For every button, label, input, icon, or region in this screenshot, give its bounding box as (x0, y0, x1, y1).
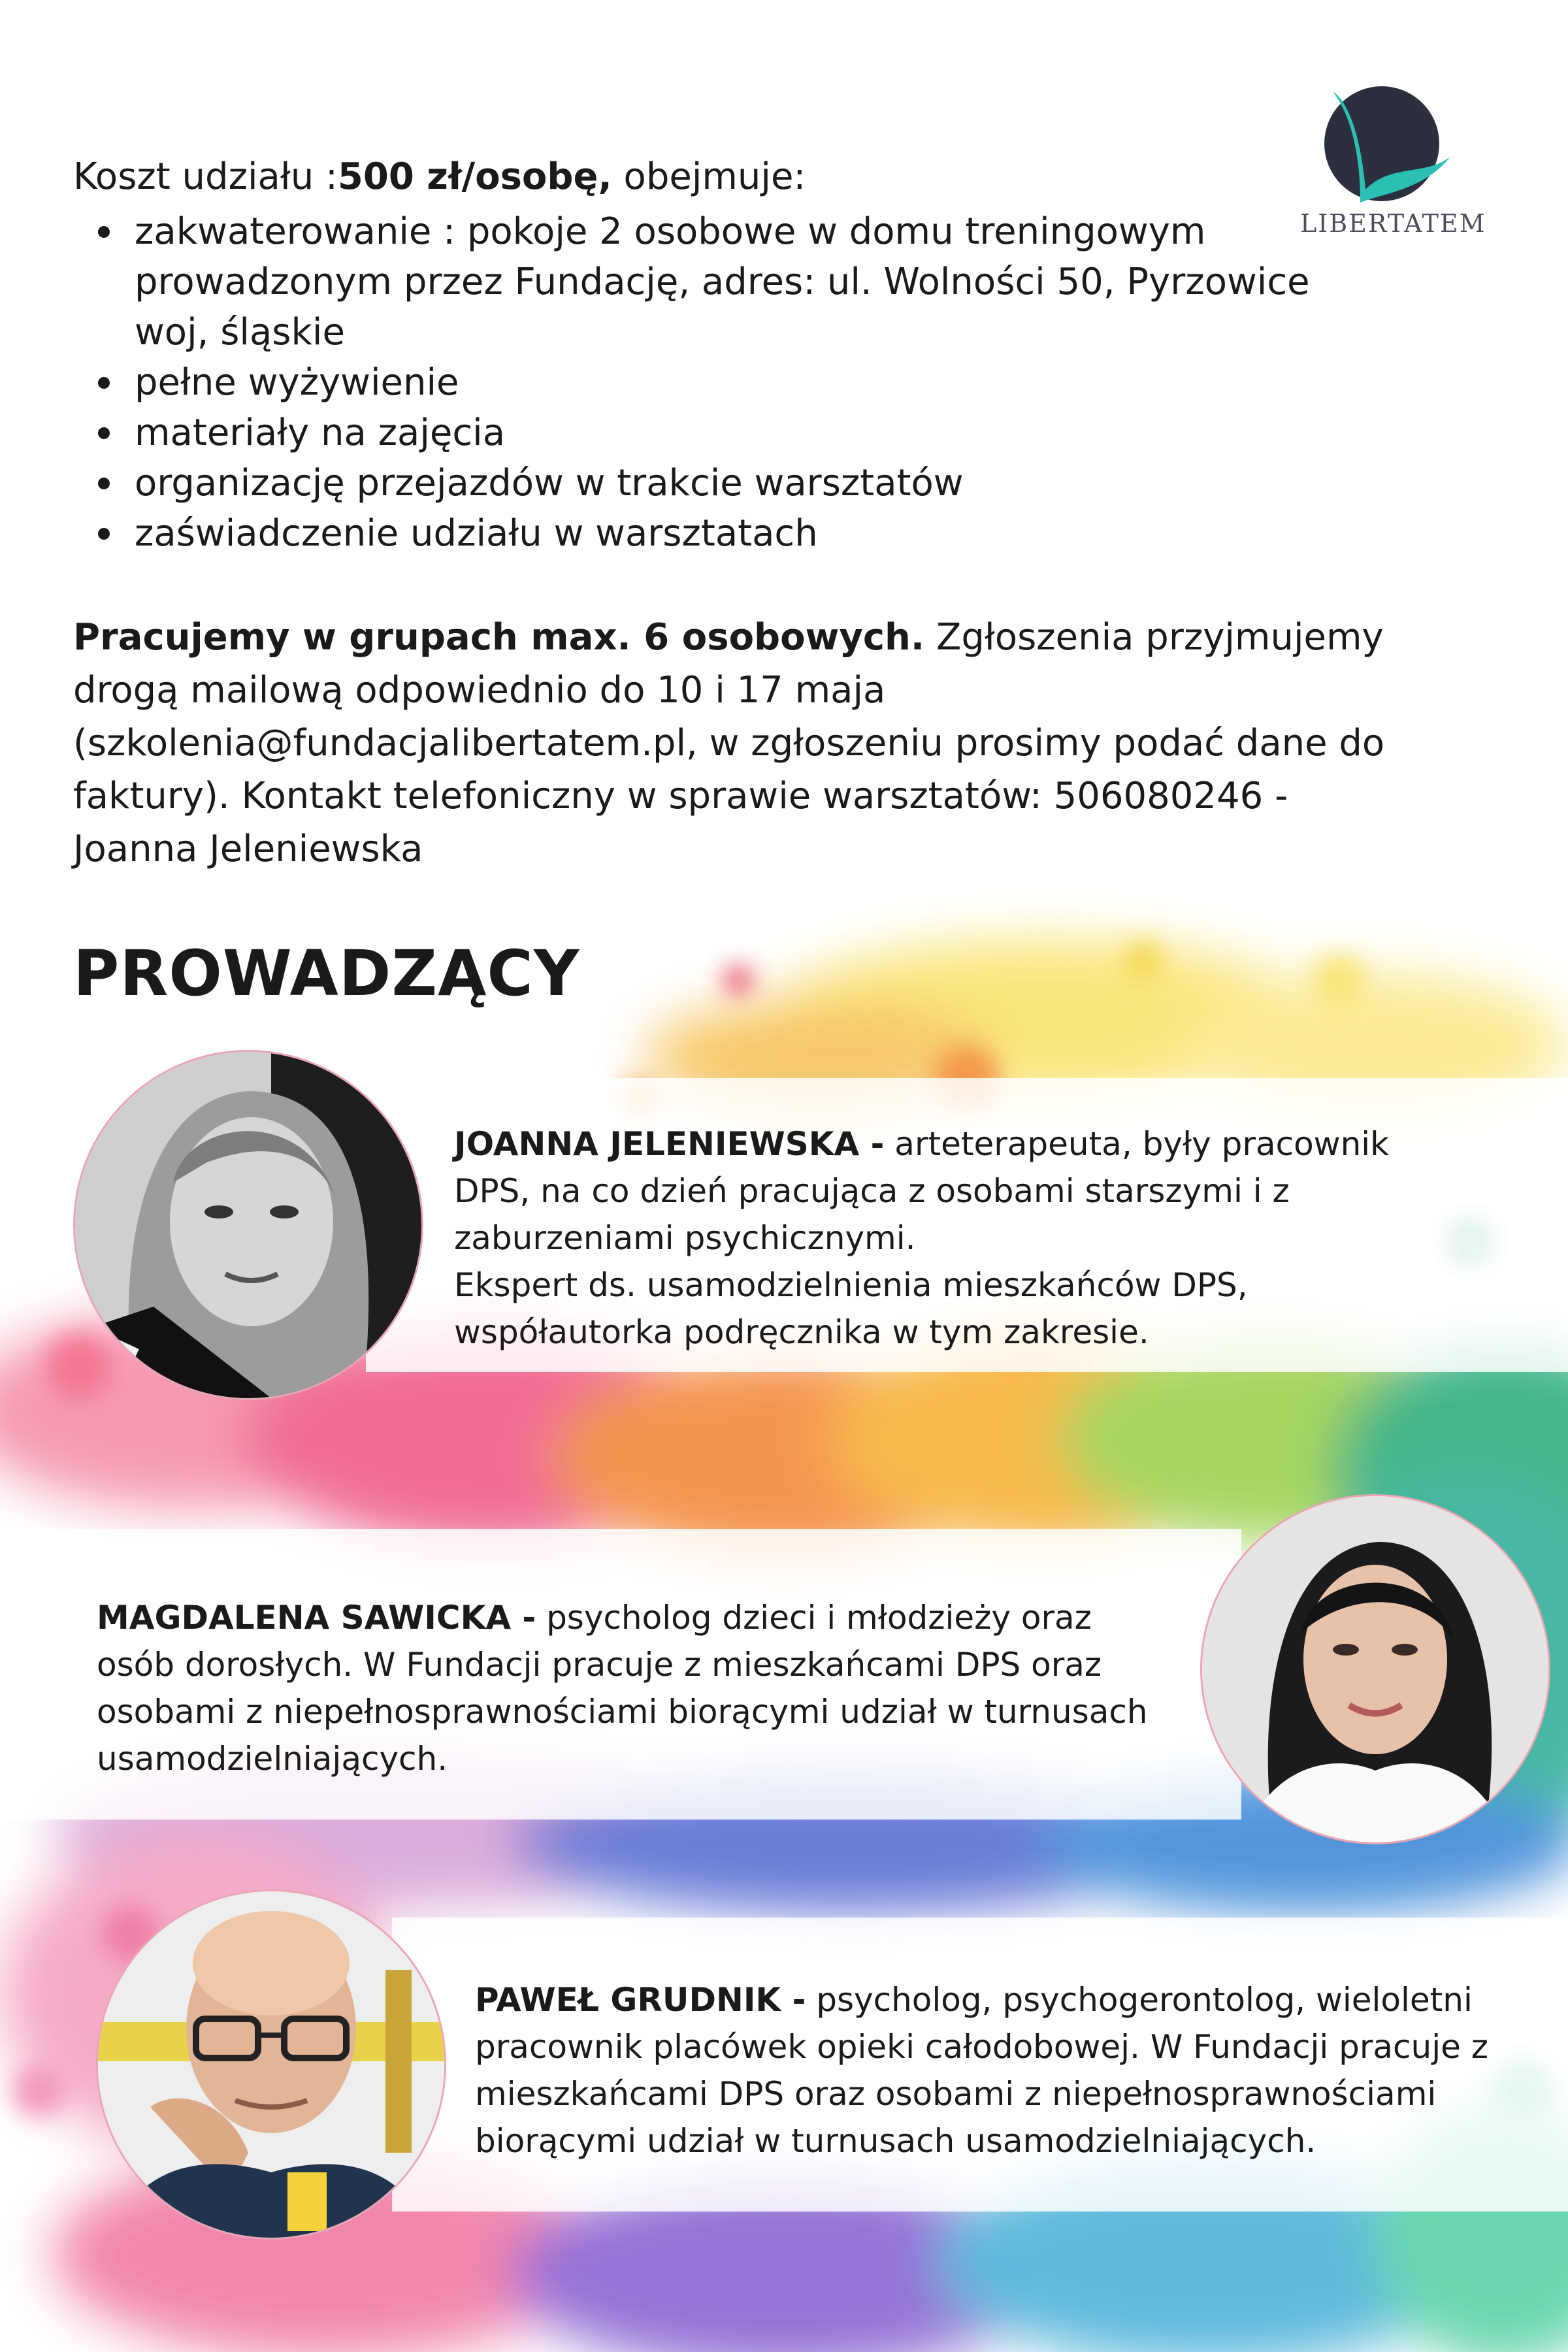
section-heading: PROWADZĄCY (73, 937, 580, 1010)
bullet-icon (98, 226, 110, 238)
trainer-name: PAWEŁ GRUDNIK - (475, 1981, 806, 2019)
list-item: zakwaterowanie : pokoje 2 osobowe w domu treningowym prowadzonym przez Fundację, adres: ul. Wolności 50, Pyrzowice woj, śląskie (135, 206, 1343, 357)
list-item: organizację przejazdów w trakcie warsztatów (135, 458, 1343, 508)
trainer-bio-magdalena (97, 1594, 1155, 1782)
bullet-icon (98, 377, 110, 389)
trainer-description: arteterapeuta, były pracownik DPS, na co dzień pracująca z osobami starszymi i z zaburzeniami psychicznymi. (454, 1125, 1390, 1257)
trainer-bio-joanna (454, 1120, 1473, 1356)
bullet-icon (98, 528, 110, 540)
portrait-joanna (75, 1052, 421, 1398)
trainer-description: psycholog, psychogerontolog, wieloletni pracownik placówek opieki całodobowej. W Fundacji pracuje z mieszkańcami DPS oraz osobami z niepełnosprawnościami biorącymi udział w turnusach usamodzielniających. (475, 1981, 1489, 2160)
trainer-description: Ekspert ds. usamodzielnienia mieszkańców DPS, współautorka podręcznika w tym zakresie. (454, 1266, 1248, 1351)
cost-items-list (135, 206, 1343, 559)
cost-suffix: obejmuje: (612, 155, 806, 198)
avatar (98, 1891, 444, 2238)
list-item: materiały na zajęcia (135, 408, 1343, 458)
cost-price: 500 zł/osobę, (337, 155, 612, 198)
list-item: pełne wyżywienie (135, 357, 1343, 408)
bullet-icon (98, 478, 110, 489)
info-bold: Pracujemy w grupach max. 6 osobowych. (73, 616, 925, 659)
portrait-pawel (98, 1891, 444, 2238)
libertatem-logo-mark (1300, 78, 1463, 216)
info-paragraph (73, 611, 1393, 875)
info-text: Zgłoszenia przyjmujemy drogą mailową odpowiednio do 10 i 17 maja (szkolenia@fundacjalibertatem.pl, w zgłoszeniu prosimy podać dane do faktury). Kontakt telefoniczny w sprawie warsztatów: 506080246 - Joanna Jeleniewska (73, 616, 1385, 870)
logo-text: LIBERTATEM (1300, 209, 1486, 238)
trainer-description: psycholog dzieci i młodzieży oraz osób dorosłych. W Fundacji pracuje z mieszkańcami DPS oraz osobami z niepełnosprawnościami biorącymi udział w turnusach usamodzielniających. (97, 1599, 1148, 1778)
trainer-bio-pawel (475, 1976, 1494, 2164)
bullet-icon (98, 427, 110, 439)
list-item: zaświadczenie udziału w warsztatach (135, 508, 1343, 559)
trainer-name: MAGDALENA SAWICKA - (97, 1599, 536, 1637)
trainer-name: JOANNA JELENIEWSKA - (454, 1125, 885, 1163)
cost-prefix: Koszt udziału : (73, 155, 338, 198)
avatar (75, 1052, 421, 1398)
cost-line (73, 152, 1282, 202)
portrait-magdalena (1202, 1496, 1548, 1842)
avatar (1202, 1496, 1548, 1842)
